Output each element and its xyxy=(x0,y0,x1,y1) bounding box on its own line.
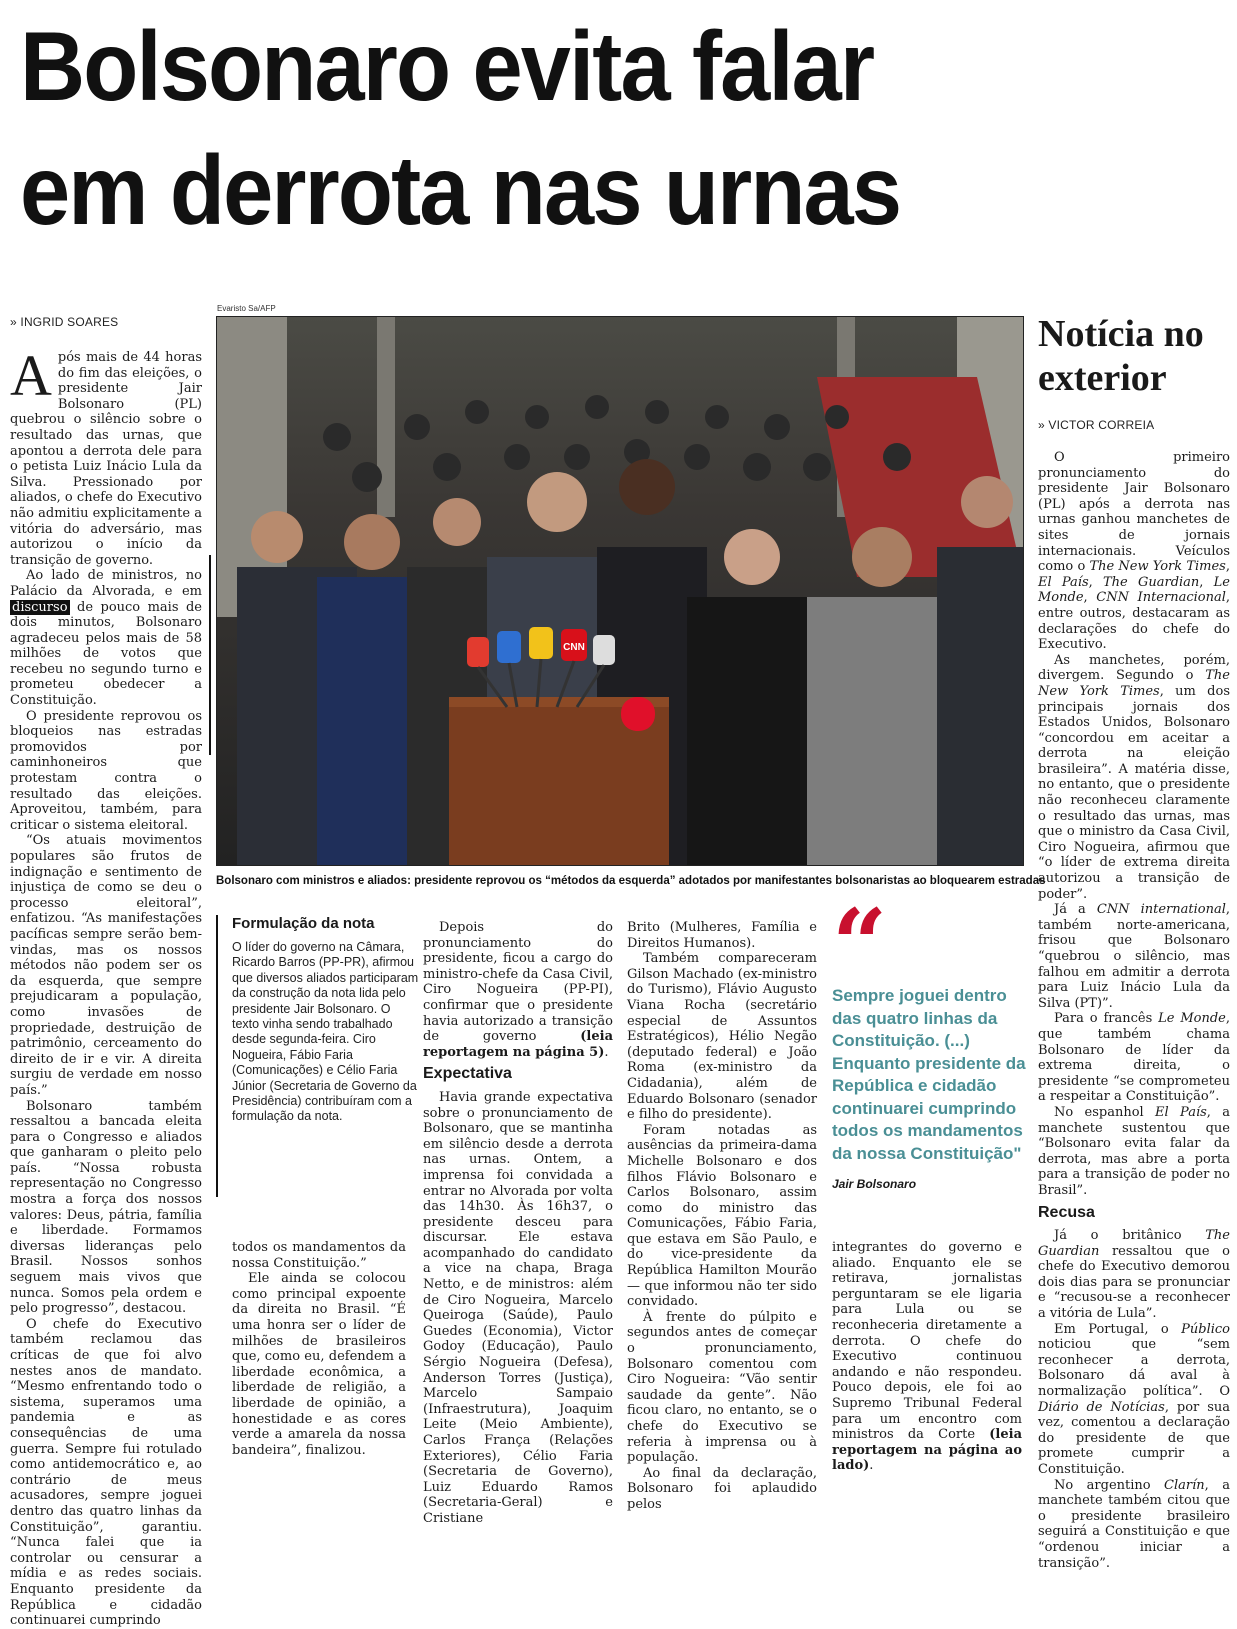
sidebar-paragraph: Em Portugal, o Público noticiou que “sem reconhecer a derrota, Bolsonaro dá aval à normalização política”. O Diário de Notícias, por sua vez, comentou a declaração do presidente de que promete cumprir a Constituição. xyxy=(1038,1321,1230,1477)
mic-label: CNN xyxy=(563,642,585,653)
paragraph: O chefe do Executivo também reclamou das críticas de que foi alvo nestes anos de mandato. “Mesmo enfrentando todo o sistema, superamos uma pandemia e as consequências de uma guerra. Sempre fui rotulado como antidemocrático e, ao contrário de meus acusadores, sempre joguei dentro das quatro linhas da Constituição”, garantiu. “Nunca falei que ia controlar ou censurar a mídia e as redes sociais. Enquanto presidente da República e cidadão continuarei cumprindo xyxy=(10,1316,202,1629)
box-title: Formulação da nota xyxy=(232,915,375,932)
page-reference: (leia reportagem na página ao lado) xyxy=(832,1427,1022,1474)
photo-caption: Bolsonaro com ministros e aliados: presidente reprovou os “métodos da esquerda” adotados por manifestantes bolsonaristas ao bloquearem estradas xyxy=(216,875,1046,887)
sidebar-paragraph: Já a CNN international, também norte-americana, frisou que Bolsonaro “quebrou o silêncio, mas falhou em admitir a derrota para Luiz Inácio Lula da Silva (PT)”. xyxy=(1038,902,1230,1011)
sidebar-title: Notícia no exterior xyxy=(1038,313,1204,399)
photo-illustration xyxy=(217,317,1023,865)
paragraph: Ao final da declaração, Bolsonaro foi aplaudido pelos xyxy=(627,1465,817,1512)
paragraph: O presidente reprovou os bloqueios nas estradas promovidos por caminhoneiros que protestam contra o resultado das eleições. Aproveitou, também, para criticar o sistema eleitoral. xyxy=(10,708,202,833)
article-column-1 xyxy=(10,343,202,1629)
paragraph: Depois do pronunciamento do presidente, ficou a cargo do ministro-chefe da Casa Civil, Ciro Nogueira (PP-PI), confirmar que o presidente havia autorizado a transição de governo (leia reportagem na página 5). xyxy=(423,920,613,1060)
sidebar-paragraph: O primeiro pronunciamento do presidente Jair Bolsonaro (PL) após a derrota nas urnas ganhou manchetes de sites de jornais internacionais. Veículos como o The New York Times, El País, The Guardian, Le Monde, CNN Internacional, entre outros, destacaram as declarações do chefe do Executivo. xyxy=(1038,450,1231,653)
paragraph: Brito (Mulheres, Família e Direitos Humanos). xyxy=(627,920,817,951)
paragraph: Ele ainda se colocou como principal expoente da direita no Brasil. “É uma honra ser o líder de milhões de brasileiros que, como eu, defendem a liberdade econômica, a liberdade de religião, a liberdade de opinião, a honestidade e as cores verde a amarela da nossa bandeira”, finalizou. xyxy=(232,1271,406,1458)
headline-line-2: em derrota nas urnas xyxy=(20,135,901,245)
subhead-expectativa: Expectativa xyxy=(423,1065,512,1083)
headline-line-1: Bolsonaro evita falar xyxy=(20,11,874,121)
sidebar xyxy=(1038,312,1230,1571)
press-photo xyxy=(216,316,1024,866)
sidebar-paragraph: Para o francês Le Monde, que também chama Bolsonaro de líder da extrema direita, o presidente “se comprometeu a respeitar a Constituição”. xyxy=(1038,1011,1230,1105)
page-reference: (leia reportagem na página 5) xyxy=(423,1029,613,1060)
paragraph: Também compareceram Gilson Machado (ex-ministro do Turismo), Flávio Augusto Viana Rocha (secretário especial de Assuntos Estratégicos), Hélio Negão (deputado federal) e João Roma (ex-ministro da Cidadania), além de Eduardo Bolsonaro (senador e filho do presidente). xyxy=(627,951,817,1123)
paragraph: todos os mandamentos da nossa Constituição.” xyxy=(232,1240,406,1271)
sidebar-paragraph: As manchetes, porém, divergem. Segundo o The New York Times, um dos principais jornais dos Estados Unidos, Bolsonaro “concordou em aceitar a derrota na eleição brasileira”. A matéria disse, no entanto, que o presidente não reconheceu claramente o resultado das urnas, mas que o ministro da Casa Civil, Ciro Nogueira, afirmou que “o líder de extrema direita autorizou a transição de poder”. xyxy=(1038,652,1230,902)
paragraph: “Os atuais movimentos populares são frutos de indignação e sentimento de injustiça de como se deu o processo eleitoral”, enfatizou. “As manifestações pacíficas sempre serão bem-vindas, mas os nossos métodos não podem ser os da esquerda, que sempre prejudicaram a população, como invasões de propriedade, destruição de patrimônio, cerceamento do direito de ir e vir. A direita surgiu de verdade em nosso país.” xyxy=(10,833,202,1098)
info-box xyxy=(216,915,420,1197)
paragraph: integrantes do governo e aliado. Enquanto ele se retirava, jornalistas perguntaram se ele ligaria para Lula ou se reconheceria diretamente a derrota. O chefe do Executivo continuou andando e não respondeu. Pouco depois, ele foi ao Supremo Tribunal Federal para um encontro com ministros da Corte (leia reportagem na página ao lado). xyxy=(832,1240,1022,1474)
sidebar-paragraph: No argentino Clarín, a manchete também citou que o presidente brasileiro seguirá a Constituição e que “ordenou iniciar a transição”. xyxy=(1038,1477,1230,1571)
paragraph: Ao lado de ministros, no Palácio da Alvorada, e em discurso de pouco mais de dois minutos, Bolsonaro agradeceu pelos mais de 58 milhões de votos que recebeu no segundo turno e prometeu obedecer a Constituição. xyxy=(10,568,202,709)
paragraph: À frente do púlpito e segundos antes de começar o pronunciamento, Bolsonaro comentou com Ciro Nogueira: “Vão sentir saudade da gente”. Não ficou claro, no entanto, se o chefe do Executivo se referia à imprensa ou à população. xyxy=(627,1309,817,1466)
sidebar-paragraph: No espanhol El País, a manchete sustentou que “Bolsonaro evita falar da derrota, mas abre a porta para a transição de poder no Brasil”. xyxy=(1038,1104,1230,1198)
sidebar-paragraph: Já o britânico The Guardian ressaltou que o chefe do Executivo demorou dois dias para se pronunciar e “recusou-se a reconhecer a vitória de Lula”. xyxy=(1038,1228,1230,1322)
dropcap: A xyxy=(10,343,52,408)
paragraph: Havia grande expectativa sobre o pronunciamento de Bolsonaro, que se mantinha em silêncio desde a derrota nas urnas. Ontem, a imprensa foi convidada a entrar no Alvorada por volta das 14h30. Às 16h37, o presidente desceu para discursar. Ele estava acompanhado do candidato a vice na chapa, Braga Netto, e de ministros: além de Ciro Nogueira, Marcelo Queiroga (Saúde), Paulo Guedes (Economia), Victor Godoy (Educação), Paulo Sérgio Nogueira (Defesa), Anderson Torres (Justiça), Marcelo Sampaio (Infraestrutura), Joaquim Leite (Meio Ambiente), Carlos França (Relações Exteriores), Célio Faria (Secretaria de Governo), Luiz Eduardo Ramos (Secretaria-Geral) e Cristiane xyxy=(423,1089,613,1526)
box-text: O líder do governo na Câmara, Ricardo Barros (PP-PR), afirmou que diversos aliados participaram da construção da nota lida pelo presidente Jair Bolsonaro. O texto vinha sendo trabalhado desde segunda-feira. Ciro Nogueira, Fábio Faria (Comunicações) e Célio Faria Júnior (Secretaria de Governo da Presidência) contribuíram com a formulação da nota. xyxy=(232,940,419,1124)
quote-author: Jair Bolsonaro xyxy=(832,1177,917,1191)
article-column-3 xyxy=(423,920,613,1527)
pull-quote xyxy=(832,888,1028,1191)
photo-credit: Evaristo Sa/AFP xyxy=(217,304,276,313)
sidebar-byline: » VICTOR CORREIA xyxy=(1038,418,1155,432)
quote-text: Sempre joguei dentro das quatro linhas da Constituição. (...) Enquanto presidente da República e cidadão continuarei cumprindo todos os mandamentos da nossa Constituição" xyxy=(832,986,1026,1163)
column-marker xyxy=(209,555,211,755)
article-column-5 xyxy=(832,1240,1022,1474)
byline-author: » INGRID SOARES xyxy=(10,315,119,329)
quote-mark-icon: “ xyxy=(832,888,888,1001)
highlighted-keyword: discurso xyxy=(12,599,68,615)
article-column-4 xyxy=(627,920,817,1513)
paragraph: Foram notadas as ausências da primeira-dama Michelle Bolsonaro e dos filhos Flávio Bolsonaro e Carlos Bolsonaro, assim como do ministro das Comunicações, Fábio Faria, que estava em São Paulo, e do vice-presidente da República Hamilton Mourão — que informou não ter sido convidado. xyxy=(627,1122,817,1310)
headline xyxy=(20,4,1124,252)
sidebar-body xyxy=(1038,450,1230,1571)
paragraph: Bolsonaro também ressaltou a bancada eleita para o Congresso e aliados que ganharam o pleito pelo país. “Nossa robusta representação no Congresso mostra a força dos nossos valores: Deus, pátria, família e liberdade. Formamos diversas lideranças pelo Brasil. Nossos sonhos seguem mais vivos que nunca. Somos pela ordem e pelo progresso”, destacou. xyxy=(10,1098,202,1317)
paragraph-lead: Após mais de 44 horas do fim das eleições, o presidente Jair Bolsonaro (PL) quebrou o silêncio sobre o resultado das urnas, que apontou a derrota dele para o petista Luiz Inácio Lula da Silva. Pressionado por aliados, o chefe do Executivo não admitiu explicitamente a vitória do adversário, mas autorizou o início da transição de governo. xyxy=(10,343,202,568)
sidebar-subhead: Recusa xyxy=(1038,1203,1095,1221)
